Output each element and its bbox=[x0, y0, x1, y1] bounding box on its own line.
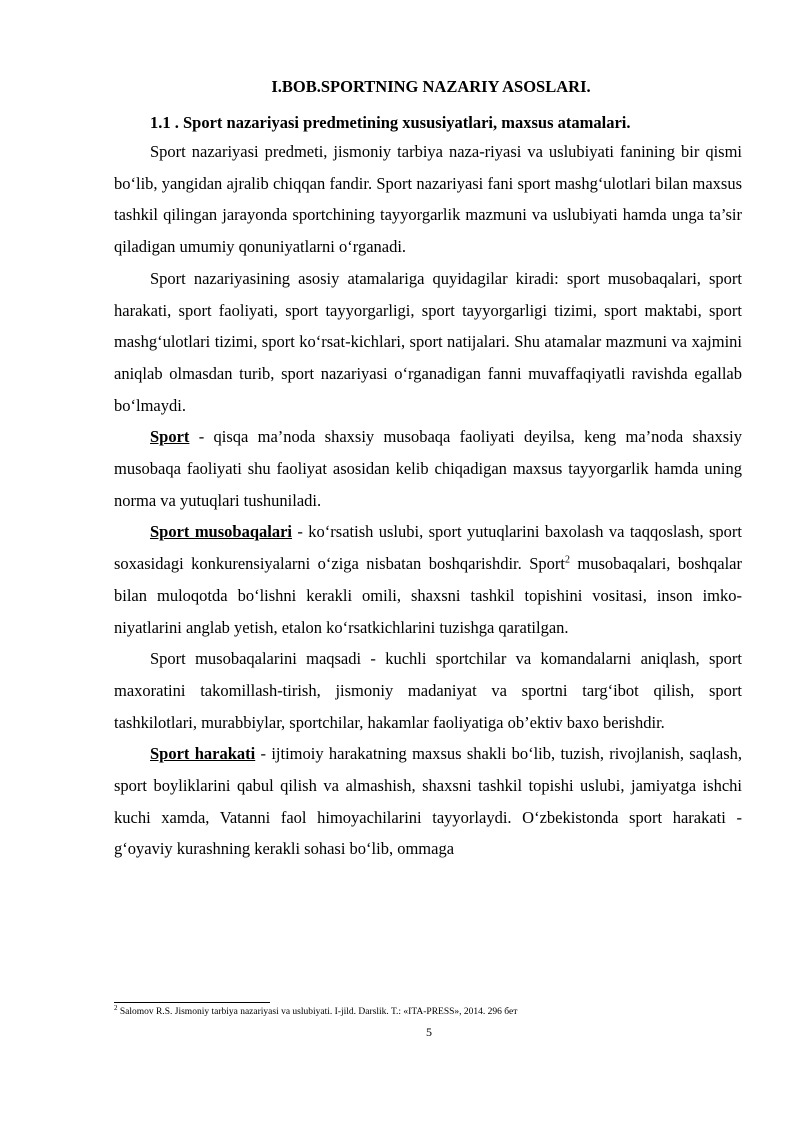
footnote bbox=[114, 1003, 754, 1018]
paragraph-6 bbox=[114, 738, 742, 865]
footnote-separator bbox=[114, 1002, 270, 1003]
paragraph-2: Sport nazariyasining asosiy atamalariga quyidagilar kiradi: sport musobaqalari, sport harakati, sport faoliyati, sport tayyorgarligi, sport tayyorgarligi tizimi, sport maktabi, sport mashg‘ulotlari tizimi, sport ko‘rsat-kichlari, sport natijalari. Shu atamalar mazmuni va xajmini aniqlab olmasdan turib, sport nazariyasi o‘rganadigan fanni muvaffaqiyatli ravishda egallab bo‘lmaydi. bbox=[114, 268, 742, 415]
term-sport-musobaqalari: Sport musobaqalari bbox=[150, 522, 293, 542]
term-sport: Sport bbox=[150, 427, 190, 447]
footnote-reference[interactable]: 2 bbox=[564, 554, 570, 566]
section-title: 1.1 . Sport nazariyasi predmetining xususiyatlari, maxsus atamalari. bbox=[150, 113, 631, 132]
paragraph-6-text: - ijtimoiy harakatning maxsus shakli bo‘lib, tuzish, rivojlanish, saqlash, sport boyliklarini qabul qilish va almashish, shaxsni tashkil topishi uslubi, jamiyatga ishchi kuchi xamda, Vatanni faol himoyachilarini tayyorlaydi. O‘zbekistonda sport harakati - g‘oyaviy kurashning kerakli sohasi bo‘lib, ommaga bbox=[114, 744, 742, 859]
paragraph-4-text-b: musobaqalari, boshqalar bilan muloqotda bo‘lishni kerakli omili, shaxsni tashkil topishini vositasi, inson imko-niyatlarini anglab yetish, etalon ko‘rsatkichlarini tuzishga qaratilgan. bbox=[114, 554, 742, 637]
paragraph-4 bbox=[114, 516, 742, 643]
paragraph-4-text-a: - ko‘rsatish uslubi, sport yutuqlarini baxolash va taqqoslash, sport soxasidagi konkurensiyalarni o‘ziga nisbatan boshqarishdir. Sport bbox=[114, 522, 743, 574]
term-sport-harakati: Sport harakati bbox=[150, 744, 256, 764]
paragraph-3 bbox=[114, 421, 742, 516]
paragraph-5: Sport musobaqalarini maqsadi - kuchli sportchilar va komandalarni aniqlash, sport maxoratini takomillash-tirish, jismoniy madaniyat va sportni targ‘ibot qilish, sport tashkilotlari, murabbiylar, sportchilar, hakamlar faoliyatiga ob’ektiv baxo berishdir. bbox=[114, 649, 742, 732]
document-page bbox=[114, 74, 742, 865]
paragraph-1: Sport nazariyasi predmeti, jismoniy tarbiya naza-riyasi va uslubiyati fanining bir qismi bo‘lib, yangidan ajralib chiqqan fandir. Sport nazariyasi fani sport mashg‘ulotlari bilan maxsus tashkil qilingan jarayonda sportchining tayyorgarlik mazmuni va uslubiyati hamda unga ta’sir qiladigan umumiy qonuniyatlarni o‘rganadi. bbox=[114, 142, 742, 257]
paragraph-3-text: - qisqa ma’noda shaxsiy musobaqa faoliyati deyilsa, keng ma’noda shaxsiy musobaqa faoliyati shu faoliyat asosidan kelib chiqadigan maxsus tayyorgarlik hamda uning norma va yutuqlari tushuniladi. bbox=[114, 427, 742, 510]
footnote-marker: 2 bbox=[114, 1003, 118, 1012]
chapter-title: I.BOB.SPORTNING NAZARIY ASOSLARI. bbox=[271, 77, 591, 96]
page-number: 5 bbox=[426, 1025, 432, 1039]
footnote-text: Salomov R.S. Jismoniy tarbiya nazariyasi va uslubiyati. I-jild. Darslik. T.: «ITA-PRESS», 2014. 296 бет bbox=[117, 1007, 518, 1017]
